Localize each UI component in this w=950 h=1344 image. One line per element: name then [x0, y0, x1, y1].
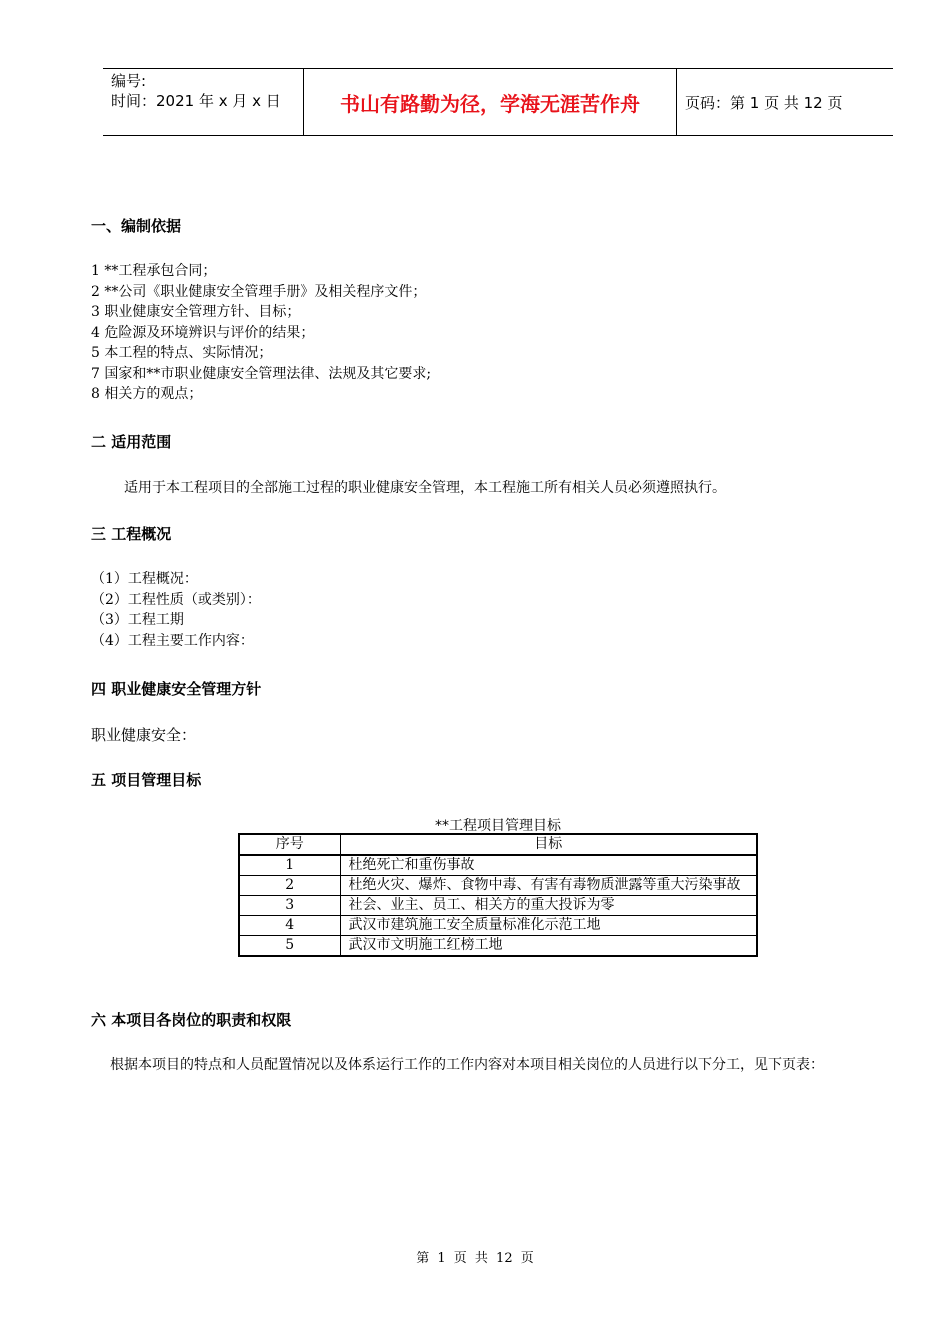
table-row	[239, 936, 757, 957]
table-row	[239, 916, 757, 936]
row-goal: 武汉市建筑施工安全质量标准化示范工地	[340, 916, 757, 936]
section-6-text: 根据本项目的特点和人员配置情况以及体系运行工作的工作内容对本项目相关岗位的人员进行以下分工，见下页表：	[110, 1057, 824, 1073]
row-goal: 杜绝火灾、爆炸、食物中毒、有害有毒物质泄露等重大污染事故	[340, 876, 757, 896]
table-row	[239, 896, 757, 916]
list-item: 3 职业健康安全管理方针、目标；	[91, 304, 301, 320]
list-item: （4）工程主要工作内容：	[91, 632, 254, 649]
list-item: 5 本工程的特点、实际情况；	[91, 345, 273, 361]
row-goal: 武汉市文明施工红榜工地	[340, 936, 757, 957]
header-meta	[103, 69, 304, 135]
list-item: （1）工程概况：	[91, 571, 198, 587]
row-goal: 杜绝死亡和重伤事故	[340, 855, 757, 876]
row-number: 4	[239, 916, 340, 936]
section-3-list	[91, 569, 261, 651]
list-item: 1 **工程承包合同；	[91, 263, 217, 279]
header-motto: 书山有路勤为径，学海无涯苦作舟	[304, 69, 677, 135]
section-5-title: 五 项目管理目标	[91, 771, 202, 789]
list-item: 4 危险源及环境辨识与评价的结果；	[91, 324, 315, 341]
section-4-text: 职业健康安全：	[91, 726, 197, 744]
section-6-title: 六 本项目各岗位的职责和权限	[91, 1011, 292, 1029]
goals-table	[238, 833, 758, 957]
list-item: 7 国家和**市职业健康安全管理法律、法规及其它要求;	[91, 365, 432, 382]
row-number: 2	[239, 876, 340, 896]
section-4-title: 四 职业健康安全管理方针	[91, 680, 262, 698]
page-footer: 第 1 页 共 12 页	[416, 1251, 534, 1266]
time-label: 时间：2021 年 x 月 x 日	[111, 92, 281, 110]
row-goal: 社会、业主、员工、相关方的重大投诉为零	[340, 896, 757, 916]
table-caption: **工程项目管理目标	[435, 818, 561, 834]
header-page-label: 页码：第 1 页 共 12 页	[685, 93, 843, 112]
list-item: 8 相关方的观点；	[91, 386, 203, 402]
section-1-list	[91, 261, 431, 405]
column-header-goal: 目标	[340, 834, 757, 855]
section-3-title: 三 工程概况	[91, 525, 172, 543]
row-number: 1	[239, 855, 340, 876]
row-number: 3	[239, 896, 340, 916]
table-header-row	[239, 834, 757, 855]
list-item: 2 **公司《职业健康安全管理手册》及相关程序文件；	[91, 283, 427, 300]
list-item: （3）工程工期	[91, 612, 184, 628]
table-row	[239, 876, 757, 896]
code-label: 编号:	[111, 72, 147, 90]
row-number: 5	[239, 936, 340, 957]
document-header	[103, 68, 893, 136]
section-1-title: 一、编制依据	[91, 217, 182, 235]
list-item: （2）工程性质（或类别）：	[91, 591, 261, 608]
section-2-title: 二 适用范围	[91, 433, 172, 451]
column-header-number: 序号	[239, 834, 340, 855]
table-row	[239, 855, 757, 876]
section-2-text: 适用于本工程项目的全部施工过程的职业健康安全管理，本工程施工所有相关人员必须遵照执行。	[124, 480, 726, 496]
